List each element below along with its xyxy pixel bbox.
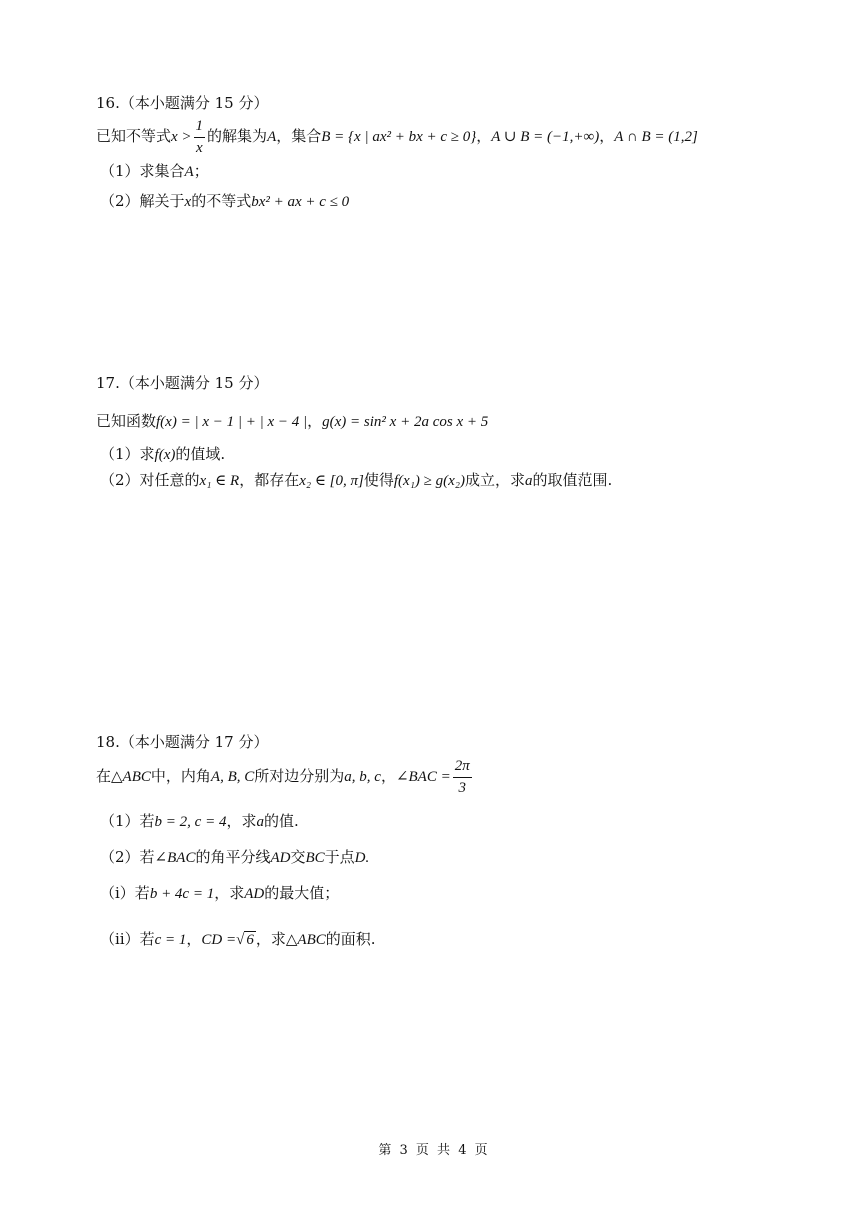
- sqrt-icon: √: [236, 932, 245, 948]
- q16-ineq-numerator: 1: [194, 118, 206, 138]
- q16-sub2-prefix: （2）解关于: [100, 192, 185, 210]
- q17-sub2-x2: x₂ ∈ [0, π]: [299, 473, 364, 489]
- q18-stem: [96, 758, 474, 796]
- q17-sub1-math: f(x): [154, 447, 176, 463]
- q18-angle-numerator: 2π: [453, 758, 472, 778]
- q17-stem-mid: ，: [307, 412, 323, 430]
- q18-subii-radicand: 6: [246, 932, 254, 948]
- q16-stem-text: ，: [599, 127, 615, 145]
- q16-sub1-prefix: （1）求集合: [100, 162, 185, 180]
- q17-sub2-prefix: （2）对任意的: [100, 471, 200, 489]
- q18-subi-text: ，求: [214, 884, 245, 902]
- q17-sub2-condition: f(x₁) ≥ g(x₂): [393, 473, 466, 489]
- q18-angle-denominator: 3: [458, 779, 466, 796]
- q16-sub1-suffix: ；: [193, 162, 209, 180]
- q17-sub2-a: a: [525, 473, 533, 489]
- q18-sub1-text: ，求: [226, 812, 257, 830]
- q18-sides: a, b, c: [344, 769, 381, 785]
- q16-stem-text: 的解集为: [207, 127, 268, 145]
- q16-union: A ∪ B = (−1,+∞): [491, 129, 600, 145]
- q18-subii-c: c = 1: [154, 932, 187, 948]
- q16-sub2: [100, 194, 349, 210]
- q18-sub1-prefix: （1）若: [100, 812, 155, 830]
- q18-subii-text: ，: [186, 930, 202, 948]
- q18-subii-sqrt: [236, 933, 256, 948]
- q18-sub1: [100, 814, 299, 830]
- q16-set-a: A: [267, 129, 277, 145]
- q18-angle-fraction: [453, 758, 472, 796]
- q18-subi-prefix: （ⅰ）若: [100, 884, 150, 902]
- q16-set-b-definition: B = {x | ax² + bx + c ≥ 0}: [321, 129, 477, 145]
- q18-subii-text: ，求: [255, 930, 286, 948]
- q18-header: 18.（本小题满分 17 分）: [96, 733, 269, 751]
- q16-header: 16.（本小题满分 15 分）: [96, 94, 269, 112]
- q18-angles: A, B, C: [210, 769, 255, 785]
- q18-sub1-var: a: [256, 814, 264, 830]
- q17-sub2: [100, 473, 612, 489]
- q18-angle-expression: ∠BAC =: [395, 769, 451, 785]
- q17-f-definition: f(x) = | x − 1 | + | x − 4 |: [156, 414, 308, 430]
- q18-sub2-angle: ∠BAC: [154, 850, 196, 866]
- q18-subi: [100, 886, 339, 902]
- q16-stem-text: ，集合: [276, 127, 322, 145]
- q18-subii: [100, 932, 376, 948]
- q16-stem: [96, 118, 698, 156]
- q16-sub1-math: A: [184, 164, 194, 180]
- q17-sub1-suffix: 的值域.: [175, 445, 226, 463]
- q18-sub1-suffix: 的值.: [263, 812, 299, 830]
- q18-subi-ad: AD: [244, 886, 265, 902]
- q17-stem-prefix: 已知函数: [96, 412, 157, 430]
- q18-stem-prefix: 在: [96, 767, 112, 785]
- q18-subi-suffix: 的最大值；: [264, 884, 340, 902]
- q18-stem-text: 所对边分别为: [254, 767, 345, 785]
- q16-ineq-fraction: [194, 118, 206, 156]
- q17-sub2-text: 使得: [363, 471, 394, 489]
- q18-sub2-text: 的角平分线: [195, 848, 271, 866]
- q16-sub1: [100, 164, 209, 180]
- q17-stem: [96, 414, 488, 430]
- q18-stem-text: ，: [380, 767, 396, 785]
- q18-subii-suffix: 的面积.: [325, 930, 376, 948]
- q16-sub2-mid: 的不等式: [191, 192, 252, 210]
- q18-sub2-bc: BC: [305, 850, 325, 866]
- q16-sub2-var: x: [184, 194, 192, 210]
- q16-ineq-left: x >: [171, 129, 192, 145]
- q18-sub2: [100, 850, 369, 866]
- q18-sub2-d: D.: [354, 850, 370, 866]
- q18-subii-triangle: △ABC: [285, 932, 326, 948]
- q18-subi-math: b + 4c = 1: [149, 886, 215, 902]
- q18-stem-text: 中，内角: [150, 767, 211, 785]
- q18-sub2-prefix: （2）若: [100, 848, 155, 866]
- q16-sub2-math: bx² + ax + c ≤ 0: [251, 194, 350, 210]
- q18-sub2-text: 交: [290, 848, 306, 866]
- q18-subii-prefix: （ⅱ）若: [100, 930, 155, 948]
- q17-sub2-text: 成立，求: [465, 471, 526, 489]
- q17-g-definition: g(x) = sin² x + 2a cos x + 5: [322, 414, 489, 430]
- q17-sub2-text: ，都存在: [239, 471, 300, 489]
- q18-sub1-math: b = 2, c = 4: [154, 814, 227, 830]
- q18-triangle: △ABC: [111, 769, 151, 785]
- q18-subii-cd: CD =: [201, 932, 237, 948]
- q16-stem-text: 已知不等式: [96, 127, 172, 145]
- q17-header: 17.（本小题满分 15 分）: [96, 374, 269, 392]
- q17-sub2-x1: x₁ ∈ R: [199, 473, 240, 489]
- q16-stem-text: ，: [476, 127, 492, 145]
- q18-sub2-ad: AD: [270, 850, 291, 866]
- q16-intersection: A ∩ B = (1,2]: [614, 129, 698, 145]
- q18-sub2-text: 于点: [324, 848, 355, 866]
- page-footer: 第 3 页 共 4 页: [378, 1143, 490, 1158]
- q17-sub1: [100, 447, 225, 463]
- q17-sub2-text: 的取值范围.: [532, 471, 613, 489]
- q16-ineq-denominator: x: [195, 139, 203, 156]
- q17-sub1-prefix: （1）求: [100, 445, 155, 463]
